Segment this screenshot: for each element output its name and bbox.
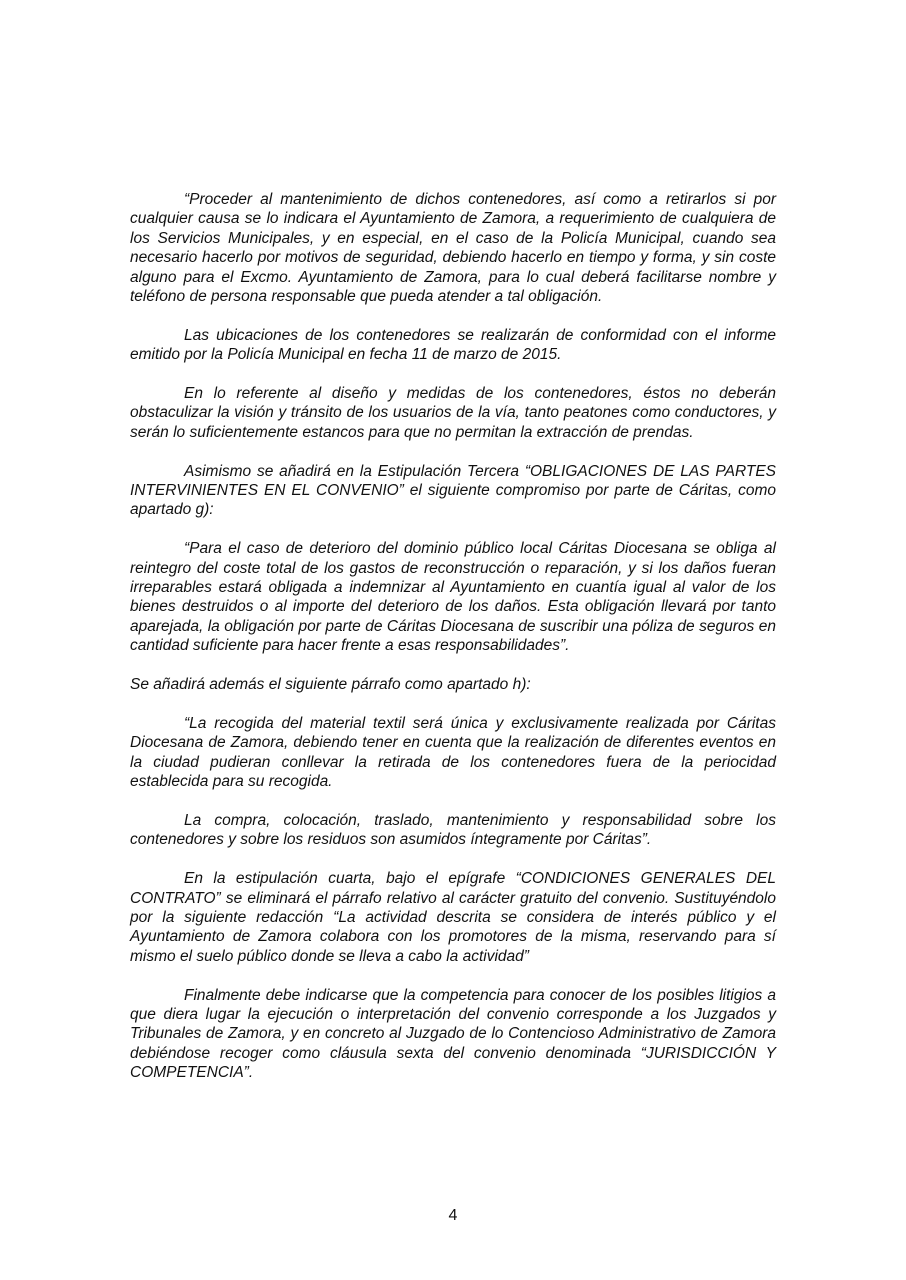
paragraph-container-locations: Las ubicaciones de los contenedores se realizarán de conformidad con el informe emitido por la Policía Municipal en fecha 11 de marzo de 2015.	[130, 326, 776, 364]
page-number: 4	[448, 1207, 458, 1224]
paragraph-maintenance-clause: “Proceder al mantenimiento de dichos contenedores, así como a retirarlos si por cualquier causa se lo indicara el Ayuntamiento de Zamora, a requerimiento de cualquiera de los Servicios Municipales, y en especial, en el caso de la Policía Municipal, cuando sea necesario hacerlo por motivos de seguridad, debiendo hacerlo en tiempo y forma, y sin coste alguno para el Excmo. Ayuntamiento de Zamora, para lo cual deberá facilitarse nombre y teléfono de persona responsable que pueda atender a tal obligación.	[130, 191, 776, 306]
paragraph-jurisdiction: Finalmente debe indicarse que la competencia para conocer de los posibles litigios a que diera lugar la ejecución o interpretación del convenio corresponde a los Juzgados y Tribunales de Zamora, y en concreto al Juzgado de lo Contencioso Administrativo de Zamora debiéndose recoger como cláusula sexta del convenio denominada “JURISDICCIÓN Y COMPETENCIA”.	[130, 986, 776, 1082]
paragraph-fourth-stipulation: En la estipulación cuarta, bajo el epígrafe “CONDICIONES GENERALES DEL CONTRATO” se eliminará el párrafo relativo al carácter gratuito del convenio. Sustituyéndolo por la siguiente redacción “La actividad descrita se considera de interés público y el Ayuntamiento de Zamora colabora con los promotores de la misma, reservando para sí mismo el suelo público donde se lleva a cabo la actividad”	[130, 870, 776, 965]
paragraph-container-responsibility: La compra, colocación, traslado, mantenimiento y responsabilidad sobre los contenedores y sobre los residuos son asumidos íntegramente por Cáritas”.	[130, 811, 776, 849]
paragraph-textile-collection: “La recogida del material textil será única y exclusivamente realizada por Cáritas Diocesana de Zamora, debiendo tener en cuenta que la realización de diferentes eventos en la ciudad pudieran conllevar la retirada de los contenedores fuera de la periocidad establecida para su recogida.	[130, 714, 776, 791]
document-body	[130, 190, 776, 1102]
paragraph-third-stipulation: Asimismo se añadirá en la Estipulación Tercera “OBLIGACIONES DE LAS PARTES INTERVINIENTES EN EL CONVENIO” el siguiente compromiso por parte de Cáritas, como apartado g):	[130, 462, 776, 519]
paragraph-container-design: En lo referente al diseño y medidas de los contenedores, éstos no deberán obstaculizar la visión y tránsito de los usuarios de la vía, tanto peatones como conductores, y serán lo suficientemente estancos para que no permitan la extracción de prendas.	[130, 385, 776, 441]
paragraph-damage-clause: “Para el caso de deterioro del dominio público local Cáritas Diocesana se obliga al reintegro del coste total de los gastos de reconstrucción o reparación, y si los daños fueran irreparables estará obligada a indemnizar al Ayuntamiento en cuantía igual al valor de los bienes destruidos o al importe del deterioro de los daños. Esta obligación llevará por tanto aparejada, la obligación por parte de Cáritas Diocesana de suscribir una póliza de seguros en cantidad suficiente para hacer frente a esas responsabilidades”.	[130, 540, 776, 655]
paragraph-section-h-intro: Se añadirá además el siguiente párrafo como apartado h):	[130, 676, 531, 694]
